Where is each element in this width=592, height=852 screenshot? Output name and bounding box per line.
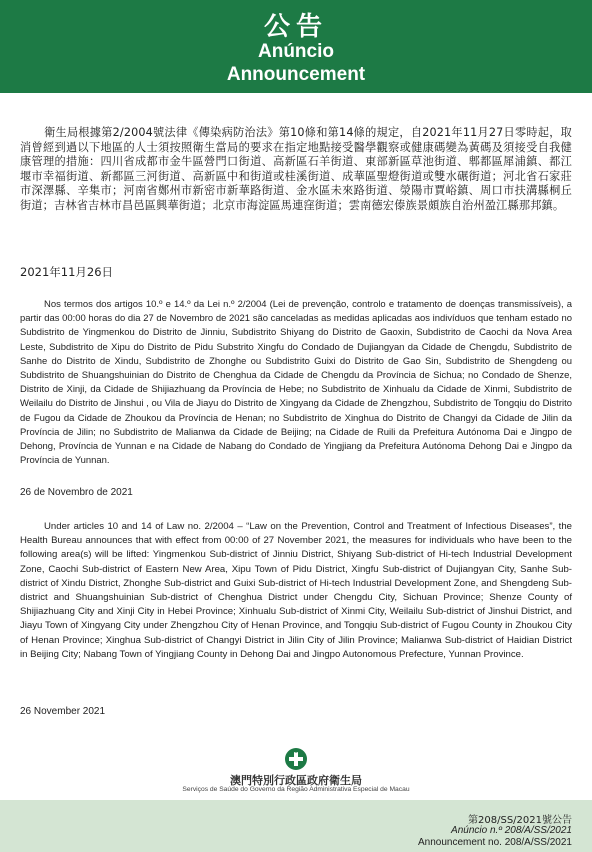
chinese-paragraph [20, 126, 572, 213]
organization-name-chinese: 澳門特別行政區政府衛生局 [230, 774, 362, 787]
title-english: Announcement [226, 64, 366, 85]
reference-number-portuguese: Anúncio n.º 208/A/SS/2021 [451, 825, 572, 836]
portuguese-paragraph [20, 298, 572, 468]
portuguese-date: 26 de Novembro de 2021 [20, 487, 133, 498]
english-date: 26 November 2021 [20, 706, 106, 717]
organization-name-portuguese: Serviços de Saúde do Governo da Região Administrativa Especial de Macau [182, 786, 410, 793]
reference-number-english: Announcement no. 208/A/SS/2021 [417, 837, 572, 848]
announcement-header [0, 0, 592, 93]
title-portuguese: Anúncio [258, 41, 334, 62]
reference-number-chinese: 第208/SS/2021號公告 [468, 815, 572, 826]
english-text: Under articles 10 and 14 of Law no. 2/2004 – “Law on the Prevention, Control and Treatment of Infectious Diseases”, the Health Bureau announces that with effect from 00:00 of 27 November 2021, the measures for individuals who have been to the following area(s) will be lifted: Yingmenkou Sub-district of Jinniu District, Shiyang Sub-district of Hi-tech Industrial Development Zone, Caochi Sub-district of Eastern New Area, Xipu Town of Pidu District, Xingfu Sub-district of Dujiangyan City, Sanhe Sub-district of Xindu District, Zhonghe Sub-district and Guixi Sub-district of Hi-tech Industrial Development Zone, and Shengdeng Sub-district and Shuangshuinian Sub-district of Chenghua District under Chengdu City, Sichuan Province; Shenze County of Shijiazhuang City and Xinji City in Hebei Province; Xinhualu Sub-district of Xinmi City, Weilailu Sub-district of Jinshui District, and Jiayu Town of Xingyang City under Zhengzhou City of Henan Province, and Tongqiu Sub-district of Fugou County in Zhoukou City of Henan Province; Xinghua Sub-district of Changyi District in Jilin City of Jilin Province; Malianwa Sub-district of Haidian District in Beijing City; Nabang Town of Yingjiang County in Dehong Dai and Jingpo Autonomous Prefecture, Yunnan Province. [20, 521, 572, 660]
english-paragraph [20, 520, 572, 662]
title-chinese: 公告 [263, 12, 328, 42]
chinese-date: 2021年11月26日 [20, 265, 114, 279]
chinese-text: 衛生局根據第2/2004號法律《傳染病防治法》第10條和第14條的規定，自2021年11月27日零時起，取消曾經到過以下地區的人士須按照衛生當局的要求在指定地點接受醫學觀察或健康碼變為黃碼及須接受自我健康管理的措施：四川省成都市金牛區營門口街道、高新區石羊街道、東部新區草池街道、郫都區犀浦鎮、都江堰市幸福街道、新都區三河街道、高新區中和街道或桂溪街道、成華區聖燈街道或雙水碾街道；河北省石家莊市深澤縣、辛集市；河南省鄭州市新密市新華路街道、金水區未來路街道、滎陽市賈峪鎮、周口市扶溝縣桐丘街道；吉林省吉林市昌邑區興華街道；北京市海淀區馬連窪街道；雲南德宏傣族景頗族自治州盈江縣那邦鎮。 [20, 126, 572, 212]
portuguese-text: Nos termos dos artigos 10.º e 14.º da Lei n.º 2/2004 (Lei de prevenção, controlo e tratamento de doenças transmissíveis), a partir das 00:00 horas do dia 27 de Novembro de 2021 são canceladas as medidas aplicadas aos indivíduos que tenham estado no Subdistrito de Yingmenkou do Distrito de Jinniu, Subdistrito Shiyang do Distrito de Gaoxin, Subdistrito de Caochi da Nova Area Leste, Subdistrito de Xipu do Distrito de Pidu Substrito Xingfu do Condado de Dujiangyan da Cidade de Chengdu, Subdistrito de Sanhe do Distrito de Xindu, Subdistrito de Zhonghe ou Subdistrito Guixi do Distrito de Gao Sin, Subdistrito de Shengdeng ou Subdistrito de Shuangshuinian do Distrito de Chenghua da Cidade de Chengdu da Província de Sichua; no Condado de Shenze, Distrito de Xinji, da Cidade de Shijiazhuang da Província de Hebe; no Subdistrito de Xinhualu da Cidade de Xinmi, Subdistrito de Weilailu do Distrito de Jinshui , ou Vila de Jiayu do Distrito de Xingyang da Cidade de Zhengzhou, Subdistrito de Tongqiu do Distrito de Fugou da Cidade de Zhoukou da Província de Henan; no Subdistrito de Xinghua do Distrito de Changyi da Cidade de Jilin da Província de Jilin; no Subdistrito de Malianwa da Cidade de Beijing; na Cidade de Ruili da Prefeitura Autónoma Dai e Jingpo de Dehong, Província de Yunnan e na Cidade de Nabang do Condado de Yingjiang da Prefeitura Autónoma Dehong Dai e Jingpo da Província de Yunnan. [20, 299, 572, 467]
